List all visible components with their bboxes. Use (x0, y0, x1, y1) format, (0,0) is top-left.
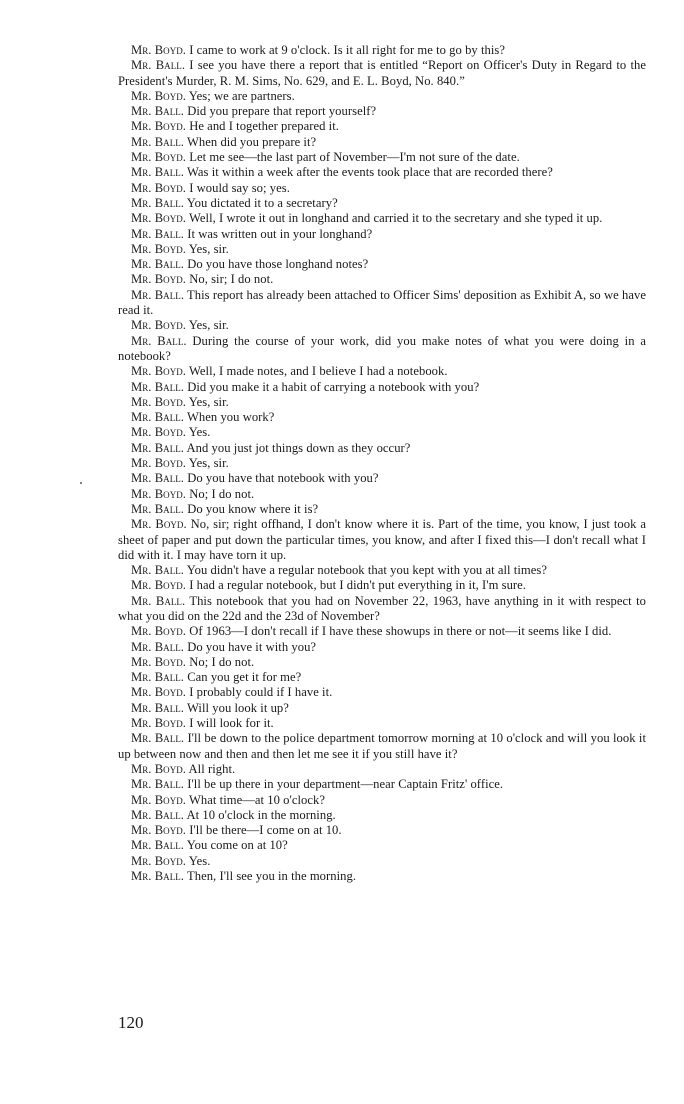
line-text: When you work? (186, 410, 275, 425)
line-text: No; I do not. (189, 486, 255, 501)
transcript-line (118, 364, 646, 379)
transcript-line (118, 272, 646, 287)
line-text: I would say so; yes. (189, 180, 290, 195)
speaker-name: Mr. Ball. (131, 226, 184, 241)
line-text: It was written out in your longhand? (187, 226, 373, 241)
speaker-name: Mr. Boyd. (131, 241, 186, 256)
speaker-name: Mr. Ball. (131, 195, 184, 210)
transcript-line (118, 104, 646, 119)
speaker-name: Mr. Ball. (131, 807, 184, 822)
transcript-line (118, 517, 646, 563)
line-text: Well, I wrote it out in longhand and carried it to the secretary and she typed it up. (188, 211, 603, 226)
speaker-name: Mr. Boyd. (131, 517, 187, 532)
transcript-line (118, 869, 646, 884)
speaker-name: Mr. Boyd. (131, 425, 186, 440)
transcript-line (118, 502, 646, 517)
transcript-line (118, 823, 646, 838)
line-text: Well, I made notes, and I believe I had a notebook. (188, 364, 448, 379)
speaker-name: Mr. Ball. (131, 165, 184, 180)
line-text: Then, I'll see you in the morning. (186, 869, 357, 884)
transcript-line (118, 380, 646, 395)
transcript-line (118, 150, 646, 165)
transcript-line (118, 701, 646, 716)
line-text: Did you prepare that report yourself? (187, 104, 377, 119)
transcript-line (118, 181, 646, 196)
line-text: Do you know where it is? (187, 501, 319, 516)
transcript-line (118, 854, 646, 869)
line-text: I came to work at 9 o'clock. Is it all right for me to go by this? (189, 43, 505, 57)
transcript-line (118, 624, 646, 639)
transcript-line (118, 425, 646, 440)
transcript-line (118, 670, 646, 685)
transcript-line (118, 211, 646, 226)
line-text: Yes, sir. (188, 394, 229, 409)
speaker-name: Mr. Ball. (131, 257, 184, 272)
speaker-name: Mr. Boyd. (131, 654, 186, 669)
speaker-name: Mr. Ball. (131, 440, 184, 455)
transcript-line (118, 838, 646, 853)
transcript-line (118, 685, 646, 700)
speaker-name: Mr. Boyd. (131, 761, 186, 776)
transcript-line (118, 762, 646, 777)
speaker-name: Mr. Ball. (131, 777, 184, 792)
transcript-line (118, 242, 646, 257)
speaker-name: Mr. Boyd. (131, 180, 186, 195)
transcript-line (118, 318, 646, 333)
speaker-name: Mr. Boyd. (131, 823, 186, 838)
line-text: Yes, sir. (188, 456, 229, 471)
line-text: I'll be up there in your department—near Captain Fritz' office. (187, 777, 504, 792)
speaker-name: Mr. Boyd. (131, 150, 186, 165)
transcript-body (118, 43, 646, 884)
line-text: What time—at 10 o'clock? (188, 792, 325, 807)
transcript-line (118, 288, 646, 319)
line-text: No, sir; I do not. (189, 272, 274, 287)
line-text: You dictated it to a secretary? (186, 195, 338, 210)
transcript-line (118, 563, 646, 578)
speaker-name: Mr. Boyd. (131, 685, 186, 700)
speaker-name: Mr. Ball. (131, 501, 184, 516)
speaker-name: Mr. Ball. (131, 58, 186, 73)
line-text: All right. (188, 761, 236, 776)
speaker-name: Mr. Boyd. (131, 88, 186, 103)
speaker-name: Mr. Boyd. (131, 853, 186, 868)
transcript-line (118, 43, 646, 58)
speaker-name: Mr. Boyd. (131, 394, 186, 409)
line-text: And you just jot things down as they occur? (186, 440, 411, 455)
transcript-line (118, 441, 646, 456)
transcript-line (118, 594, 646, 625)
line-text: At 10 o'clock in the morning. (186, 807, 336, 822)
transcript-line (118, 135, 646, 150)
speaker-name: Mr. Boyd. (131, 272, 186, 287)
speaker-name: Mr. Ball. (131, 670, 184, 685)
speaker-name: Mr. Ball. (131, 838, 184, 853)
speaker-name: Mr. Ball. (131, 379, 184, 394)
line-text: Was it within a week after the events took place that are recorded there? (186, 165, 553, 180)
line-text: I see you have there a report that is entitled “Report on Officer's Duty in Regard to the President's Murder, R. M. Sims, No. 629, and E. L. Boyd, No. 840.” (118, 58, 646, 88)
line-text: Yes, sir. (188, 318, 229, 333)
speaker-name: Mr. Boyd. (131, 119, 186, 134)
line-text: Can you get it for me? (187, 670, 302, 685)
transcript-line (118, 731, 646, 762)
speaker-name: Mr. Boyd. (131, 716, 186, 731)
speaker-name: Mr. Ball. (131, 134, 184, 149)
transcript-line (118, 119, 646, 134)
line-text: When did you prepare it? (186, 134, 317, 149)
transcript-line (118, 395, 646, 410)
speaker-name: Mr. Ball. (131, 563, 184, 578)
line-text: You come on at 10? (186, 838, 288, 853)
speaker-name: Mr. Boyd. (131, 578, 186, 593)
page-number: 120 (118, 1013, 144, 1032)
speaker-name: Mr. Boyd. (131, 792, 186, 807)
line-text: During the course of your work, did you make notes of what you were doing in a notebook? (118, 333, 646, 363)
transcript-line (118, 655, 646, 670)
transcript-line (118, 227, 646, 242)
transcript-line (118, 89, 646, 104)
line-text: Of 1963—I don't recall if I have these showups in there or not—it seems like I did. (189, 624, 612, 639)
speaker-name: Mr. Boyd. (131, 486, 186, 501)
speaker-name: Mr. Ball. (131, 410, 184, 425)
line-text: Yes; we are partners. (188, 88, 295, 103)
transcript-line (118, 165, 646, 180)
speaker-name: Mr. Ball. (131, 471, 184, 486)
transcript-line (118, 196, 646, 211)
speaker-name: Mr. Boyd. (131, 43, 186, 57)
line-text: This report has already been attached to Officer Sims' deposition as Exhibit A, so we have read it. (118, 287, 646, 318)
speaker-name: Mr. Boyd. (131, 318, 186, 333)
line-text: Yes, sir. (188, 241, 229, 256)
line-text: Yes. (188, 425, 211, 440)
stray-dot-mark (80, 482, 82, 484)
line-text: No, sir; right offhand, I don't know where it is. Part of the time, you know, I just took a sheet of paper and put down the particular times, you know, and after I fixed this—I don't recall what I did with it. I may have torn it up. (118, 517, 646, 562)
transcript-line (118, 487, 646, 502)
transcript-line (118, 808, 646, 823)
line-text: I'll be there—I come on at 10. (189, 823, 342, 838)
transcript-line (118, 410, 646, 425)
transcript-line (118, 471, 646, 486)
speaker-name: Mr. Ball. (131, 731, 185, 746)
transcript-line (118, 716, 646, 731)
transcript-line (118, 456, 646, 471)
line-text: Do you have that notebook with you? (187, 471, 379, 486)
line-text: No; I do not. (189, 654, 255, 669)
speaker-name: Mr. Boyd. (131, 456, 186, 471)
line-text: Yes. (188, 853, 211, 868)
line-text: He and I together prepared it. (189, 119, 339, 134)
line-text: I had a regular notebook, but I didn't put everything in it, I'm sure. (189, 578, 527, 593)
line-text: Will you look it up? (186, 700, 289, 715)
line-text: You didn't have a regular notebook that you kept with you at all times? (186, 563, 547, 578)
line-text: I'll be down to the police department tomorrow morning at 10 o'clock and will you look it up between now and then and then let me see it if you still have it? (118, 731, 646, 761)
transcript-line (118, 777, 646, 792)
line-text: I probably could if I have it. (189, 685, 333, 700)
transcript-line (118, 257, 646, 272)
speaker-name: Mr. Ball. (131, 700, 184, 715)
transcript-line (118, 334, 646, 365)
line-text: Let me see—the last part of November—I'm not sure of the date. (189, 150, 520, 165)
transcript-line (118, 578, 646, 593)
line-text: Do you have it with you? (187, 639, 317, 654)
speaker-name: Mr. Ball. (131, 104, 184, 119)
speaker-name: Mr. Boyd. (131, 364, 186, 379)
speaker-name: Mr. Ball. (131, 593, 186, 608)
speaker-name: Mr. Ball. (131, 639, 184, 654)
transcript-line (118, 793, 646, 808)
line-text: I will look for it. (189, 716, 274, 731)
transcript-line (118, 58, 646, 89)
speaker-name: Mr. Ball. (131, 287, 185, 302)
speaker-name: Mr. Ball. (131, 869, 184, 884)
transcript-line (118, 640, 646, 655)
speaker-name: Mr. Ball. (131, 333, 187, 348)
speaker-name: Mr. Boyd. (131, 624, 186, 639)
speaker-name: Mr. Boyd. (131, 211, 186, 226)
line-text: Do you have those longhand notes? (187, 257, 369, 272)
line-text: This notebook that you had on November 22, 1963, have anything in it with respect to what you did on the 22d and the 23d of November? (118, 593, 646, 623)
line-text: Did you make it a habit of carrying a notebook with you? (187, 379, 480, 394)
